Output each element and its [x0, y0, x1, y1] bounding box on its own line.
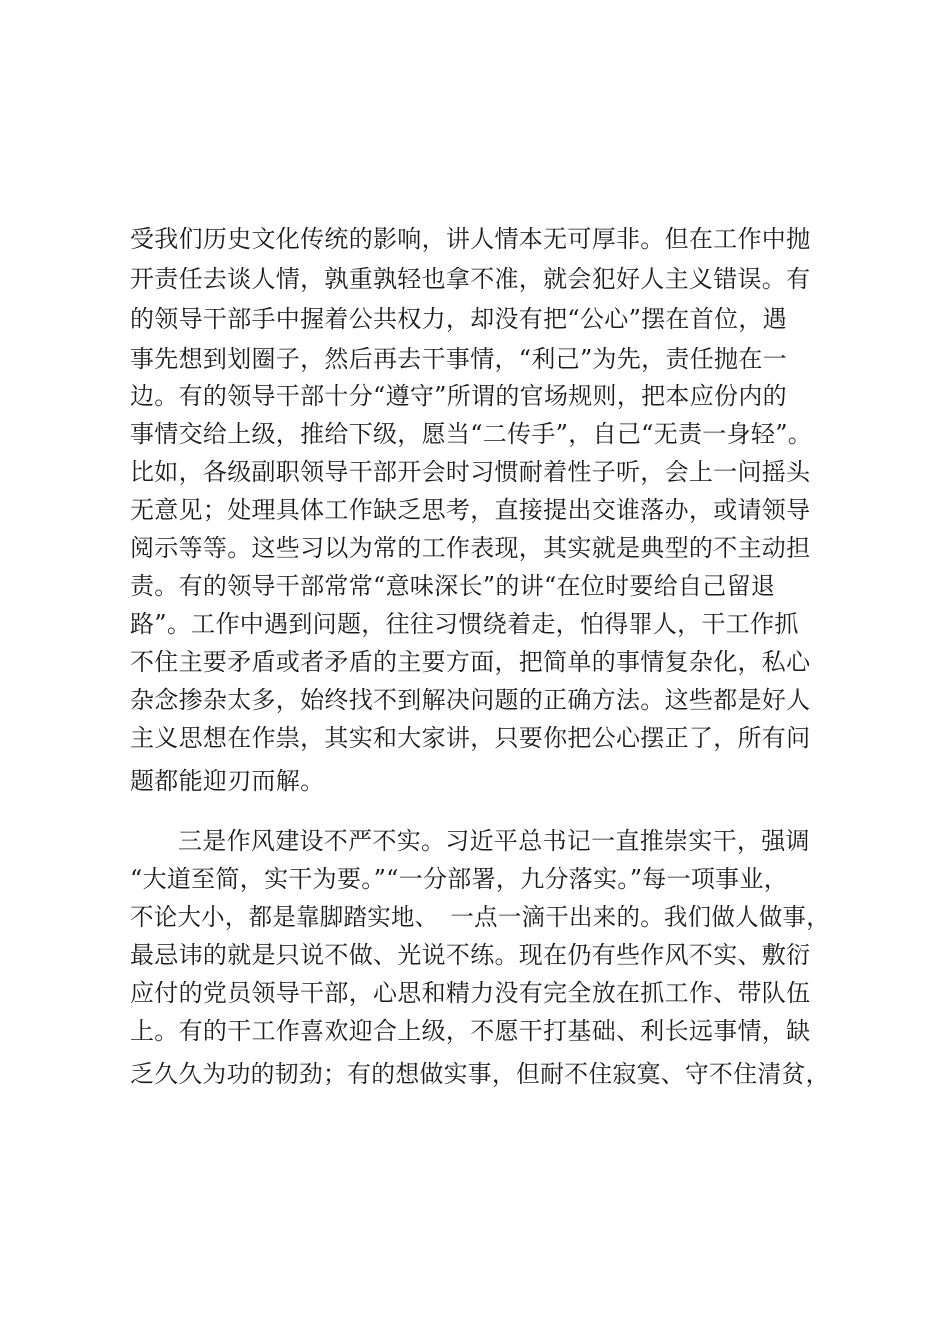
paragraph-1-line-9: 阅示等等。这些习以为常的工作表现，其实就是典型的不主动担 — [130, 534, 811, 562]
paragraph-1-line-12: 不住主要矛盾或者矛盾的主要方面，把简单的事情复杂化，私心 — [130, 648, 811, 676]
paragraph-1-line-13: 杂念掺杂太多，始终找不到解决问题的正确方法。这些都是好人 — [130, 686, 811, 714]
paragraph-1-line-10: 责。有的领导干部常常“意味深长”的讲“在位时要给自己留退 — [130, 572, 776, 600]
paragraph-2-line-6: 上。有的干工作喜欢迎合上级，不愿干打基础、利长远事情，缺 — [130, 1017, 811, 1045]
paragraph-1-line-3: 的领导干部手中握着公共权力，却没有把“公心”摆在首位，遇 — [130, 305, 787, 333]
paragraph-2-line-2: “大道至简，实干为要。”“一分部署，九分落实。”每一项事业， — [130, 865, 789, 893]
paragraph-2-line-1: 三是作风建设不严不实。习近平总书记一直推崇实干，强调 — [178, 827, 810, 855]
paragraph-2-line-3: 不论大小，都是靠脚踏实地、 一点一滴干出来的。我们做人做事， — [130, 903, 830, 931]
paragraph-2-line-7: 乏久久为功的韧劲；有的想做实事，但耐不住寂寞、守不住清贫， — [130, 1060, 830, 1088]
paragraph-1-line-1: 受我们历史文化传统的影响，讲人情本无可厚非。但在工作中抛 — [130, 225, 811, 253]
paragraph-1-line-6: 事情交给上级，推给下级，愿当“二传手”，自己“无责一身轻”。 — [130, 420, 813, 448]
paragraph-1-line-14: 主义思想在作祟，其实和大家讲，只要你把公心摆正了，所有问 — [130, 724, 811, 752]
paragraph-1-line-2: 开责任去谈人情，孰重孰轻也拿不准，就会犯好人主义错误。有 — [130, 265, 811, 293]
paragraph-2-line-5: 应付的党员领导干部，心思和精力没有完全放在抓工作、带队伍 — [130, 979, 811, 1007]
paragraph-1-line-11: 路”。工作中遇到问题，往往习惯绕着走，怕得罪人，干工作抓 — [130, 610, 799, 638]
paragraph-2-line-4: 最忌讳的就是只说不做、光说不练。现在仍有些作风不实、敷衍 — [130, 941, 811, 969]
paragraph-1-line-15: 题都能迎刃而解。 — [130, 767, 325, 795]
paragraph-1-line-4: 事先想到划圈子，然后再去干事情，“利己”为先，责任抛在一 — [130, 345, 787, 373]
paragraph-1-line-7: 比如，各级副职领导干部开会时习惯耐着性子听，会上一问摇头 — [130, 458, 811, 486]
paragraph-1-line-8: 无意见；处理具体工作缺乏思考，直接提出交谁落办，或请领导 — [130, 496, 811, 524]
paragraph-1-line-5: 边。有的领导干部十分“遵守”所谓的官场规则，把本应份内的 — [130, 382, 787, 410]
